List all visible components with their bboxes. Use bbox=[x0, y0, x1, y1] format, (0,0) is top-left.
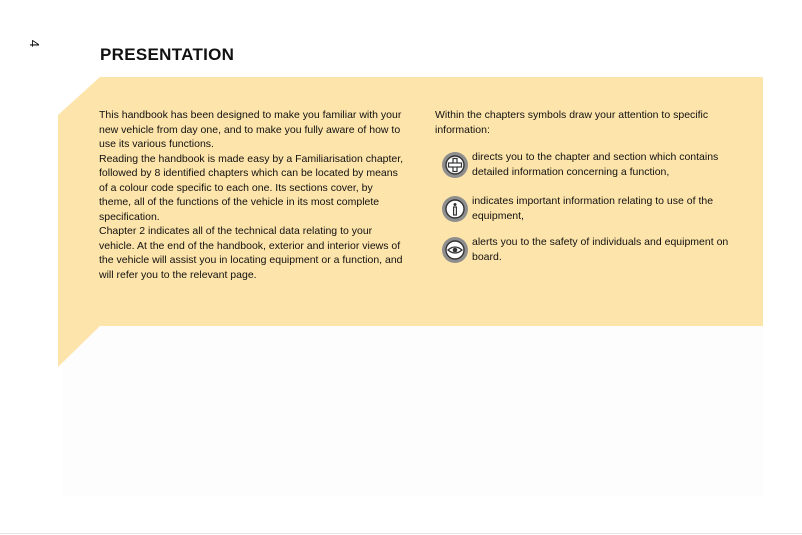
paragraph-reading: Reading the handbook is made easy by a Familiarisation chapter, followed by 8 identified chapters which can be located by means of a colour code specific to each one. Its sections cover, by theme, all of the functions of the vehicle in its most complete specification. bbox=[99, 152, 404, 223]
bottom-divider bbox=[0, 533, 802, 534]
left-column bbox=[99, 108, 404, 282]
page-number: 4 bbox=[27, 39, 43, 48]
page-title: PRESENTATION bbox=[100, 45, 235, 64]
lower-panel bbox=[62, 326, 763, 496]
symbol-text-safety: alerts you to the safety of individuals and equipment on board. bbox=[472, 236, 729, 263]
information-icon bbox=[442, 196, 468, 222]
cross-reference-icon bbox=[442, 152, 468, 178]
eye-safety-icon bbox=[442, 237, 468, 263]
paragraph-chapter-2: Chapter 2 indicates all of the technical data relating to your vehicle. At the end of the handbook, exterior and interior views of the vehicle will assist you in locating equipment or a function, and will refer you to the relevant page. bbox=[99, 225, 403, 281]
right-column bbox=[435, 108, 745, 137]
symbol-text-information: indicates important information relating to use of the equipment, bbox=[472, 195, 714, 222]
symbol-row-cross-reference bbox=[442, 152, 742, 186]
symbol-row-information bbox=[442, 196, 742, 230]
paragraph-intro: This handbook has been designed to make you familiar with your new vehicle from day one, and to make you fully aware of how to use its various functions. bbox=[99, 109, 402, 150]
symbol-text-cross-reference: directs you to the chapter and section which contains detailed information concerning a function, bbox=[472, 151, 719, 178]
symbols-intro: Within the chapters symbols draw your attention to specific information: bbox=[435, 109, 709, 136]
symbol-row-safety bbox=[442, 237, 742, 271]
